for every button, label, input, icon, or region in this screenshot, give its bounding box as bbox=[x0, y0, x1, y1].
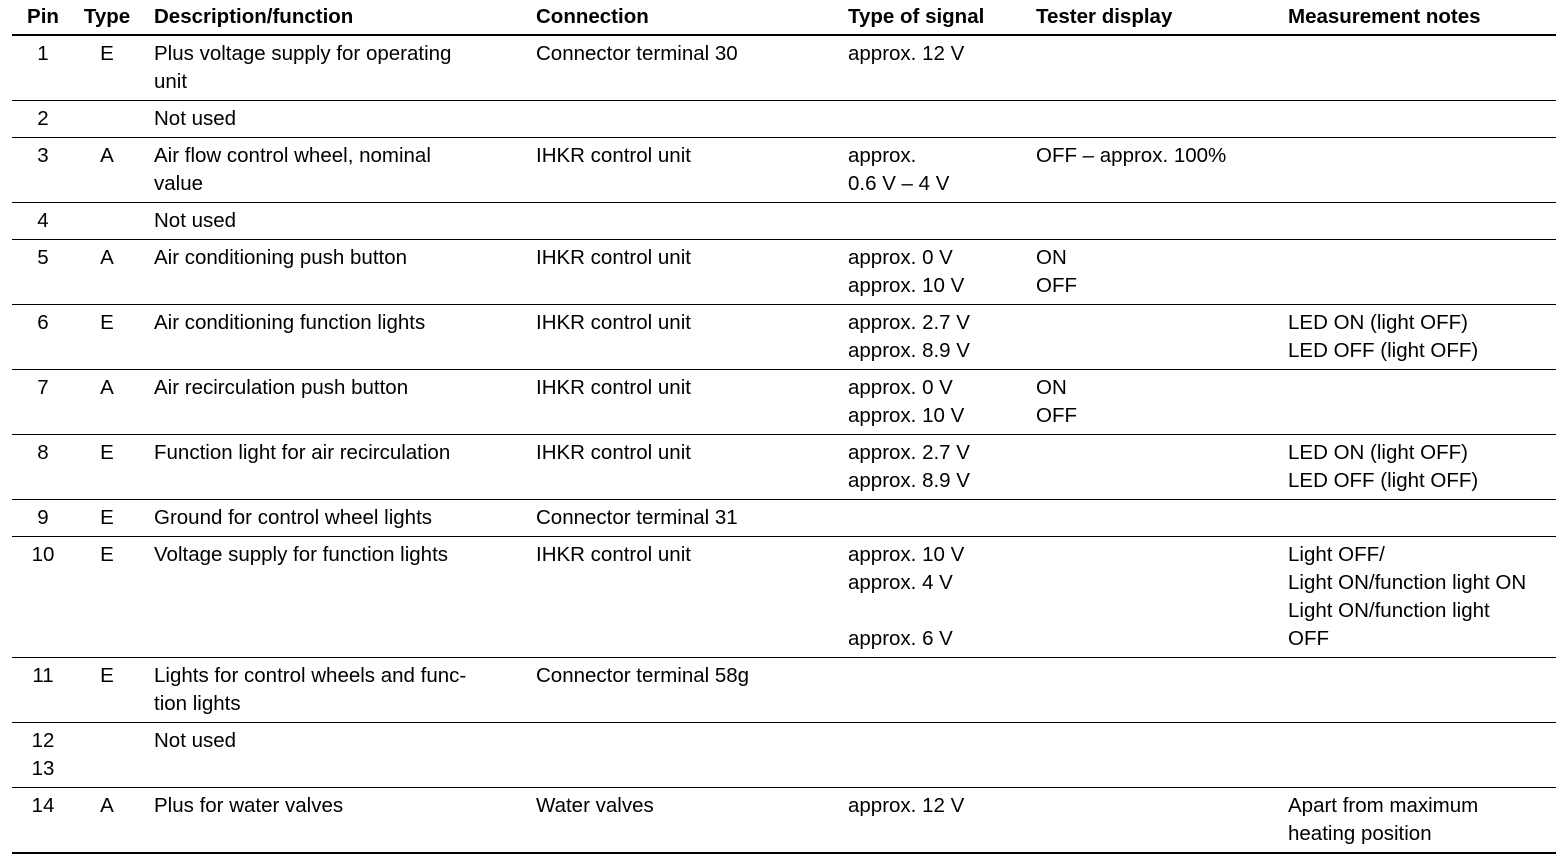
measurement-notes-cell bbox=[1288, 305, 1556, 370]
connection-cell: IHKR control unit bbox=[534, 435, 848, 500]
description-cell-line: unit bbox=[154, 70, 188, 93]
tester-display-cell bbox=[1036, 537, 1288, 658]
tester-display-cell bbox=[1036, 435, 1288, 500]
tester-display-cell bbox=[1036, 500, 1288, 537]
connection-cell: Water valves bbox=[534, 788, 848, 854]
signal-cell bbox=[848, 723, 1036, 788]
description-cell bbox=[140, 138, 534, 203]
connection-cell: IHKR control unit bbox=[534, 305, 848, 370]
pin-cell bbox=[12, 370, 74, 435]
pin-cell bbox=[12, 35, 74, 101]
pin-cell bbox=[12, 500, 74, 537]
pin-cell-line: 3 bbox=[37, 144, 49, 167]
table-row bbox=[12, 435, 1556, 500]
pin-cell-line: 5 bbox=[37, 246, 49, 269]
table-row bbox=[12, 788, 1556, 854]
connection-cell: IHKR control unit bbox=[534, 537, 848, 658]
description-cell-line: Not used bbox=[154, 729, 237, 752]
table-row bbox=[12, 138, 1556, 203]
measurement-notes-cell bbox=[1288, 788, 1556, 854]
signal-cell-line: approx. 8.9 V bbox=[848, 339, 970, 362]
tester-display-cell-line: ON bbox=[1036, 246, 1067, 269]
type-cell: A bbox=[74, 370, 140, 435]
signal-cell-line: approx. 2.7 V bbox=[848, 441, 970, 464]
pin-cell-line: 11 bbox=[32, 664, 54, 687]
tester-display-cell bbox=[1036, 370, 1288, 435]
signal-cell-line: approx. 12 V bbox=[848, 42, 965, 65]
signal-cell bbox=[848, 240, 1036, 305]
description-cell bbox=[140, 203, 534, 240]
description-cell bbox=[140, 435, 534, 500]
description-cell-line: Air conditioning function lights bbox=[154, 311, 426, 334]
table-row bbox=[12, 370, 1556, 435]
tester-display-cell-line: OFF bbox=[1036, 404, 1077, 427]
signal-cell bbox=[848, 658, 1036, 723]
description-cell bbox=[140, 658, 534, 723]
pin-cell-line: 9 bbox=[37, 506, 49, 529]
signal-cell bbox=[848, 537, 1036, 658]
signal-cell-line: approx. 6 V bbox=[848, 627, 953, 650]
measurement-notes-cell bbox=[1288, 138, 1556, 203]
measurement-notes-cell bbox=[1288, 101, 1556, 138]
table-row bbox=[12, 723, 1556, 788]
pin-cell bbox=[12, 788, 74, 854]
description-cell-line: Air recirculation push button bbox=[154, 376, 409, 399]
pin-cell bbox=[12, 240, 74, 305]
type-cell: E bbox=[74, 500, 140, 537]
pin-cell-line: 12 bbox=[31, 729, 55, 752]
signal-cell bbox=[848, 370, 1036, 435]
signal-cell-line: approx. 2.7 V bbox=[848, 311, 970, 334]
measurement-notes-cell-line: Light ON/function light ON bbox=[1288, 571, 1527, 594]
measurement-notes-cell-line: LED ON (light OFF) bbox=[1288, 311, 1468, 334]
tester-display-cell bbox=[1036, 203, 1288, 240]
measurement-notes-cell bbox=[1288, 723, 1556, 788]
connection-cell: IHKR control unit bbox=[534, 138, 848, 203]
description-cell-line: Ground for control wheel lights bbox=[154, 506, 433, 529]
signal-cell-line: approx. 8.9 V bbox=[848, 469, 970, 492]
measurement-notes-cell-line: LED OFF (light OFF) bbox=[1288, 339, 1479, 362]
measurement-notes-cell bbox=[1288, 203, 1556, 240]
signal-cell-line: approx. 4 V bbox=[848, 571, 953, 594]
pin-cell bbox=[12, 203, 74, 240]
signal-cell bbox=[848, 101, 1036, 138]
tester-display-cell bbox=[1036, 138, 1288, 203]
description-cell-line: Plus voltage supply for operating bbox=[154, 42, 452, 65]
signal-cell-line: approx. bbox=[848, 144, 917, 167]
measurement-notes-cell bbox=[1288, 240, 1556, 305]
tester-display-cell bbox=[1036, 723, 1288, 788]
signal-cell bbox=[848, 500, 1036, 537]
connection-cell: Connector terminal 30 bbox=[534, 35, 848, 101]
header-description: Description/function bbox=[140, 0, 534, 35]
signal-cell bbox=[848, 788, 1036, 854]
type-cell: E bbox=[74, 35, 140, 101]
measurement-notes-cell bbox=[1288, 500, 1556, 537]
table-row bbox=[12, 658, 1556, 723]
pin-cell-line: 2 bbox=[37, 107, 49, 130]
description-cell-line: tion lights bbox=[154, 692, 241, 715]
type-cell: A bbox=[74, 240, 140, 305]
pin-cell bbox=[12, 101, 74, 138]
blank-line bbox=[848, 597, 1036, 625]
type-cell bbox=[74, 101, 140, 138]
pin-cell-line: 10 bbox=[31, 543, 55, 566]
pin-assignment-table bbox=[12, 0, 1556, 854]
type-cell bbox=[74, 723, 140, 788]
description-cell bbox=[140, 101, 534, 138]
measurement-notes-cell-line: heating position bbox=[1288, 822, 1432, 845]
description-cell-line: value bbox=[154, 172, 204, 195]
tester-display-cell bbox=[1036, 240, 1288, 305]
pin-cell bbox=[12, 658, 74, 723]
measurement-notes-cell-line: Light OFF/ bbox=[1288, 543, 1385, 566]
measurement-notes-cell bbox=[1288, 435, 1556, 500]
signal-cell-line: approx. 10 V bbox=[848, 274, 965, 297]
signal-cell-line: approx. 12 V bbox=[848, 794, 965, 817]
measurement-notes-cell bbox=[1288, 537, 1556, 658]
table-row bbox=[12, 500, 1556, 537]
pin-cell-line: 7 bbox=[37, 376, 49, 399]
measurement-notes-cell bbox=[1288, 370, 1556, 435]
type-cell: A bbox=[74, 788, 140, 854]
tester-display-cell-line: ON bbox=[1036, 376, 1067, 399]
table-row bbox=[12, 240, 1556, 305]
pin-cell-line: 8 bbox=[37, 441, 49, 464]
connection-cell: Connector terminal 58g bbox=[534, 658, 848, 723]
description-cell-line: Lights for control wheels and func- bbox=[154, 664, 467, 687]
tester-display-cell bbox=[1036, 101, 1288, 138]
pin-cell-line: 6 bbox=[37, 311, 49, 334]
measurement-notes-cell-line: LED ON (light OFF) bbox=[1288, 441, 1468, 464]
table-row bbox=[12, 305, 1556, 370]
tester-display-cell bbox=[1036, 35, 1288, 101]
pin-cell bbox=[12, 723, 74, 788]
connection-cell: Connector terminal 31 bbox=[534, 500, 848, 537]
pin-cell bbox=[12, 305, 74, 370]
description-cell-line: Air conditioning push button bbox=[154, 246, 408, 269]
description-cell bbox=[140, 788, 534, 854]
description-cell-line: Function light for air recirculation bbox=[154, 441, 451, 464]
signal-cell bbox=[848, 35, 1036, 101]
description-cell bbox=[140, 500, 534, 537]
description-cell bbox=[140, 35, 534, 101]
measurement-notes-cell bbox=[1288, 35, 1556, 101]
table-row bbox=[12, 203, 1556, 240]
description-cell-line: Voltage supply for function lights bbox=[154, 543, 449, 566]
measurement-notes-cell-line: Apart from maximum bbox=[1288, 794, 1479, 817]
connection-cell: IHKR control unit bbox=[534, 240, 848, 305]
connection-cell bbox=[534, 723, 848, 788]
connection-cell bbox=[534, 203, 848, 240]
pin-cell-line: 13 bbox=[31, 757, 55, 780]
tester-display-cell bbox=[1036, 788, 1288, 854]
table-header-row bbox=[12, 0, 1556, 35]
connection-cell: IHKR control unit bbox=[534, 370, 848, 435]
description-cell-line: Not used bbox=[154, 107, 237, 130]
type-cell bbox=[74, 203, 140, 240]
tester-display-cell-line: OFF bbox=[1036, 274, 1077, 297]
tester-display-cell-line: OFF – approx. 100% bbox=[1036, 144, 1227, 167]
pin-cell bbox=[12, 138, 74, 203]
header-tester-display: Tester display bbox=[1036, 0, 1288, 35]
table-row bbox=[12, 101, 1556, 138]
header-pin: Pin bbox=[12, 0, 74, 35]
description-cell bbox=[140, 537, 534, 658]
signal-cell-line: approx. 0 V bbox=[848, 246, 953, 269]
type-cell: E bbox=[74, 537, 140, 658]
pin-cell-line: 14 bbox=[31, 794, 55, 817]
description-cell-line: Not used bbox=[154, 209, 237, 232]
signal-cell bbox=[848, 203, 1036, 240]
description-cell bbox=[140, 370, 534, 435]
header-measurement-notes: Measurement notes bbox=[1288, 0, 1556, 35]
measurement-notes-cell-line: Light ON/function light bbox=[1288, 599, 1490, 622]
pin-cell bbox=[12, 537, 74, 658]
signal-cell-line: approx. 0 V bbox=[848, 376, 953, 399]
type-cell: E bbox=[74, 435, 140, 500]
measurement-notes-cell-line: OFF bbox=[1288, 627, 1329, 650]
header-connection: Connection bbox=[534, 0, 848, 35]
signal-cell-line: 0.6 V – 4 V bbox=[848, 172, 950, 195]
pin-cell-line: 4 bbox=[37, 209, 49, 232]
connection-cell bbox=[534, 101, 848, 138]
description-cell bbox=[140, 723, 534, 788]
description-cell bbox=[140, 240, 534, 305]
signal-cell bbox=[848, 435, 1036, 500]
signal-cell-line: approx. 10 V bbox=[848, 404, 965, 427]
header-signal-type: Type of signal bbox=[848, 0, 1036, 35]
type-cell: A bbox=[74, 138, 140, 203]
measurement-notes-cell-line: LED OFF (light OFF) bbox=[1288, 469, 1479, 492]
description-cell-line: Plus for water valves bbox=[154, 794, 344, 817]
table-row bbox=[12, 537, 1556, 658]
tester-display-cell bbox=[1036, 305, 1288, 370]
header-type: Type bbox=[74, 0, 140, 35]
table-body bbox=[12, 35, 1556, 853]
description-cell-line: Air flow control wheel, nominal bbox=[154, 144, 431, 167]
pin-cell bbox=[12, 435, 74, 500]
pin-cell-line: 1 bbox=[37, 42, 49, 65]
table-row bbox=[12, 35, 1556, 101]
signal-cell bbox=[848, 305, 1036, 370]
measurement-notes-cell bbox=[1288, 658, 1556, 723]
signal-cell-line: approx. 10 V bbox=[848, 543, 965, 566]
signal-cell bbox=[848, 138, 1036, 203]
tester-display-cell bbox=[1036, 658, 1288, 723]
type-cell: E bbox=[74, 658, 140, 723]
description-cell bbox=[140, 305, 534, 370]
type-cell: E bbox=[74, 305, 140, 370]
